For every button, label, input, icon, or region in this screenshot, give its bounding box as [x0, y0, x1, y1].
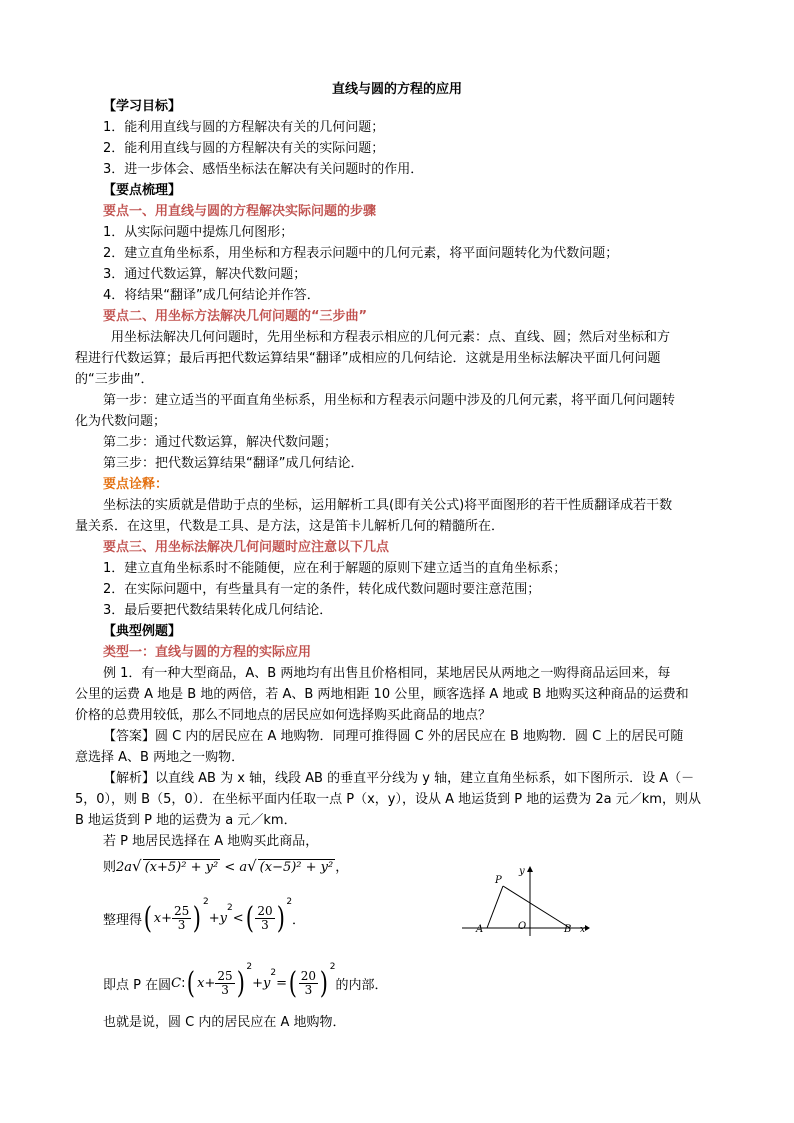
- label-A: A: [476, 924, 484, 935]
- ineq-lhs: 2a: [116, 860, 133, 875]
- ineq-end: ，: [335, 860, 349, 875]
- segment-AP: [487, 886, 503, 928]
- frac-denominator: 3: [304, 983, 313, 997]
- point1-item: 2．建立直角坐标系，用坐标和方程表示问题中的几何元素，将平面问题转化为代数问题；: [103, 246, 619, 261]
- inequality-distance: 则2a√ (x+5)² + y² < a√ (x−5)² + y² ，: [103, 857, 349, 875]
- analysis-text: 5，0），则 B（5，0）．在坐标平面内任取一点 P（x，y），设从 A 地运货到 P 地的运费为 2a 元／km，则从: [75, 792, 701, 807]
- point1-item: 3．通过代数运算，解决代数问题；: [103, 267, 307, 282]
- ineq-radical-right: (x−5)² + y²: [259, 860, 334, 875]
- points-header: 【要点梳理】: [103, 183, 182, 198]
- point3-item: 3．最后要把代数结果转化成几何结论．: [103, 603, 333, 618]
- ineq-mid: < a: [224, 860, 248, 875]
- point1-title: 要点一、用直线与圆的方程解决实际问题的步骤: [103, 204, 377, 219]
- analysis-text: B 地运货到 P 地的运费为 a 元／km．: [75, 813, 297, 828]
- frac-numerator: 20: [300, 969, 317, 983]
- circle-name: C: [171, 976, 182, 991]
- label-P: P: [495, 875, 502, 886]
- point2-para: 的“三步曲”．: [75, 372, 154, 387]
- type1-title: 类型一：直线与圆的方程的实际应用: [103, 645, 312, 660]
- ineq-radical-left: (x+5)² + y²: [144, 860, 219, 875]
- point3-item: 2．在实际问题中，有些量具有一定的条件，转化成代数问题时要注意范围；: [103, 582, 541, 597]
- explain-para: 坐标法的实质就是借助于点的坐标，运用解析工具(即有关公式)将平面图形的若干性质翻译成若干数: [103, 498, 673, 513]
- goal-item: 3．进一步体会、感悟坐标法在解决有关问题时的作用．: [103, 162, 424, 177]
- then-prefix: 则: [103, 860, 117, 875]
- frac-numerator: 20: [257, 904, 273, 918]
- simplify-prefix: 整理得: [103, 913, 143, 928]
- frac-denominator: 3: [261, 918, 269, 932]
- point2-step: 化为代数问题；: [75, 414, 167, 429]
- segment-PB: [503, 886, 570, 928]
- point2-title: 要点二、用坐标方法解决几何问题的“三步曲”: [103, 309, 368, 324]
- examples-header: 【典型例题】: [103, 624, 182, 639]
- coordinate-figure: [460, 862, 590, 936]
- answer-text: 【答案】圆 C 内的居民应在 A 地购物．同理可推得圆 C 外的居民应在 B 地购物．圆 C 上的居民可随: [103, 729, 684, 744]
- label-y: y: [519, 866, 525, 877]
- point3-title: 要点三、用坐标法解决几何问题时应注意以下几点: [103, 540, 390, 555]
- explain-title: 要点诠释：: [103, 477, 169, 492]
- example1-text: 公里的运费 A 地是 B 地的两倍，若 A、B 两地相距 10 公里，顾客选择 A 地或 B 地购买这种商品的运费和: [75, 687, 689, 702]
- frac-denominator: 3: [221, 983, 229, 997]
- simplify-end: ．: [292, 913, 306, 928]
- point1-item: 1．从实际问题中提炼几何图形；: [103, 225, 294, 240]
- frac-numerator: 25: [173, 904, 190, 918]
- circle-equation: 即点 P 在圆C:( x+ $\frac{25}{3}$ ) $^2+y^2=$( $\frac{20}{3}$ ) $^2$的内部．: [103, 962, 388, 1001]
- goals-header: 【学习目标】: [103, 99, 182, 114]
- example1-text: 例 1．有一种大型商品，A、B 两地均有出售且价格相同，某地居民从两地之一购得商品运回来，每: [103, 666, 671, 681]
- circle-end: 的内部．: [335, 978, 388, 993]
- point2-step: 第三步：把代数运算结果“翻译”成几何结论．: [103, 456, 364, 471]
- circle-prefix: 即点 P 在圆: [103, 978, 172, 993]
- label-O: O: [518, 921, 527, 932]
- conclusion-text: 也就是说，圆 C 内的居民应在 A 地购物．: [103, 1015, 346, 1030]
- point2-para: 用坐标法解决几何问题时，先用坐标和方程表示相应的几何元素：点、直线、圆；然后对坐标和方: [111, 330, 671, 345]
- point2-step: 第二步：通过代数运算，解决代数问题；: [103, 435, 338, 450]
- goal-item: 1．能利用直线与圆的方程解决有关的几何问题；: [103, 120, 385, 135]
- analysis-text: 【解析】以直线 AB 为 x 轴，线段 AB 的垂直平分线为 y 轴，建立直角坐标系，如下图所示．设 A（－: [103, 771, 695, 786]
- label-B: B: [564, 924, 572, 935]
- goal-item: 2．能利用直线与圆的方程解决有关的实际问题；: [103, 141, 385, 156]
- if-line: 若 P 地居民选择在 A 地购买此商品，: [103, 834, 319, 849]
- label-x: x: [580, 925, 586, 935]
- point2-step: 第一步：建立适当的平面直角坐标系，用坐标和方程表示问题中涉及的几何元素，将平面几何问题转: [103, 393, 676, 408]
- frac-numerator: 25: [217, 969, 233, 983]
- point2-para: 程进行代数运算；最后再把代数运算结果“翻译”成相应的几何结论．这就是用坐标法解决平面几何问题: [75, 351, 661, 366]
- y-axis-arrow: [527, 866, 533, 872]
- x-axis-arrow: [585, 925, 590, 931]
- frac-denominator: 3: [177, 918, 186, 932]
- page-title: 直线与圆的方程的应用: [331, 82, 462, 97]
- point1-item: 4．将结果“翻译”成几何结论并作答．: [103, 288, 320, 303]
- example1-text: 价格的总费用较低，那么不同地点的居民应如何选择购买此商品的地点？: [75, 708, 492, 723]
- point3-item: 1．建立直角坐标系时不能随便，应在利于解题的原则下建立适当的直角坐标系；: [103, 561, 567, 576]
- inequality-simplified: 整理得( x+ $\frac{25}{3}$ ) $^2+y^2<$( $\frac{20}{3}$ ) $^2$．: [103, 897, 306, 936]
- answer-text: 意选择 A、B 两地之一购物．: [75, 750, 245, 765]
- explain-para: 量关系．在这里，代数是工具、是方法，这是笛卡儿解析几何的精髓所在．: [75, 519, 505, 534]
